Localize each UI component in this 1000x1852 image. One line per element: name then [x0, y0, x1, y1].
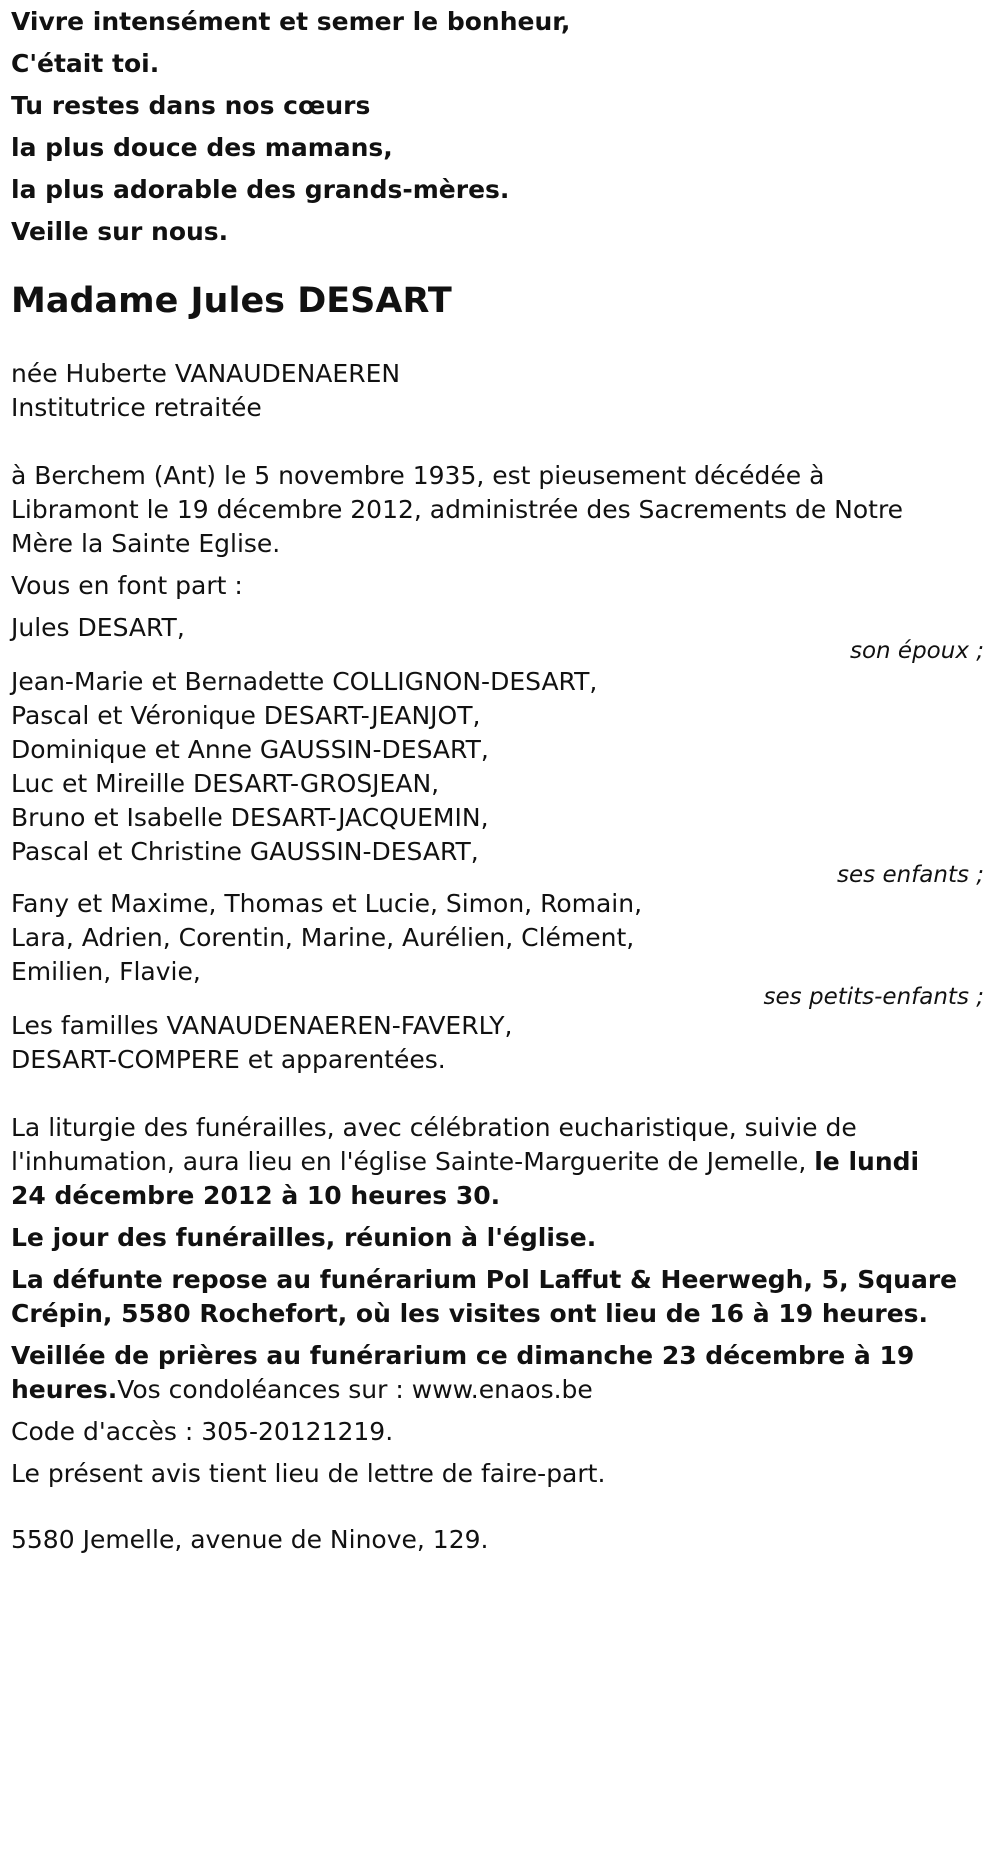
- spouse-name: Jules DESART,: [11, 613, 185, 642]
- poem-line: Tu restes dans nos cœurs: [11, 91, 371, 120]
- vigil-hours: heures.: [11, 1375, 118, 1404]
- child-line: Pascal et Véronique DESART-JEANJOT,: [11, 701, 481, 730]
- poem-line: Veille sur nous.: [11, 217, 229, 246]
- poem-line: la plus douce des mamans,: [11, 133, 393, 162]
- deceased-name: Madame Jules DESART: [11, 281, 452, 321]
- condolences-text: Vos condoléances sur : www.enaos.be: [117, 1375, 593, 1404]
- grandchild-line: Emilien, Flavie,: [11, 957, 201, 986]
- families-line: Les familles VANAUDENAEREN-FAVERLY,: [11, 1011, 513, 1040]
- maiden-name: née Huberte VANAUDENAEREN: [11, 359, 401, 388]
- vigil-line: [11, 1370, 593, 1410]
- liturgy-text: l'inhumation, aura lieu en l'église Sainte-Marguerite de Jemelle,: [11, 1147, 815, 1176]
- child-line: Jean-Marie et Bernadette COLLIGNON-DESART,: [11, 667, 598, 696]
- notice-line: Le présent avis tient lieu de lettre de faire-part.: [11, 1459, 606, 1488]
- poem-line: C'était toi.: [11, 49, 160, 78]
- vigil-line: Veillée de prières au funérarium ce dimanche 23 décembre à 19: [11, 1341, 915, 1370]
- spouse-role: son époux ;: [849, 638, 984, 664]
- death-notice-line: Mère la Sainte Eglise.: [11, 529, 281, 558]
- grandchild-line: Lara, Adrien, Corentin, Marine, Aurélien, Clément,: [11, 923, 635, 952]
- grandchildren-role: ses petits-enfants ;: [763, 984, 984, 1010]
- child-line: Bruno et Isabelle DESART-JACQUEMIN,: [11, 803, 489, 832]
- child-line: Luc et Mireille DESART-GROSJEAN,: [11, 769, 440, 798]
- children-role: ses enfants ;: [837, 862, 984, 888]
- liturgy-date: le lundi: [814, 1147, 920, 1176]
- families-line: DESART-COMPERE et apparentées.: [11, 1045, 446, 1074]
- death-notice-line: à Berchem (Ant) le 5 novembre 1935, est pieusement décédée à: [11, 461, 825, 490]
- access-code: Code d'accès : 305-20121219.: [11, 1417, 394, 1446]
- death-notice-line: Libramont le 19 décembre 2012, administrée des Sacrements de Notre: [11, 495, 904, 524]
- repose-line: Crépin, 5580 Rochefort, où les visites ont lieu de 16 à 19 heures.: [11, 1299, 929, 1328]
- address: 5580 Jemelle, avenue de Ninove, 129.: [11, 1525, 489, 1554]
- meeting-line: Le jour des funérailles, réunion à l'église.: [11, 1223, 597, 1252]
- poem-line: la plus adorable des grands-mères.: [11, 175, 510, 204]
- grandchild-line: Fany et Maxime, Thomas et Lucie, Simon, Romain,: [11, 889, 643, 918]
- repose-line: La défunte repose au funérarium Pol Laffut & Heerwegh, 5, Square: [11, 1265, 958, 1294]
- child-line: Dominique et Anne GAUSSIN-DESART,: [11, 735, 489, 764]
- liturgy-datetime: 24 décembre 2012 à 10 heures 30.: [11, 1181, 501, 1210]
- profession: Institutrice retraitée: [11, 393, 262, 422]
- child-line: Pascal et Christine GAUSSIN-DESART,: [11, 837, 479, 866]
- liturgy-line: La liturgie des funérailles, avec célébration eucharistique, suivie de: [11, 1113, 857, 1142]
- poem-line: Vivre intensément et semer le bonheur,: [11, 7, 571, 36]
- announce-line: Vous en font part :: [11, 571, 243, 600]
